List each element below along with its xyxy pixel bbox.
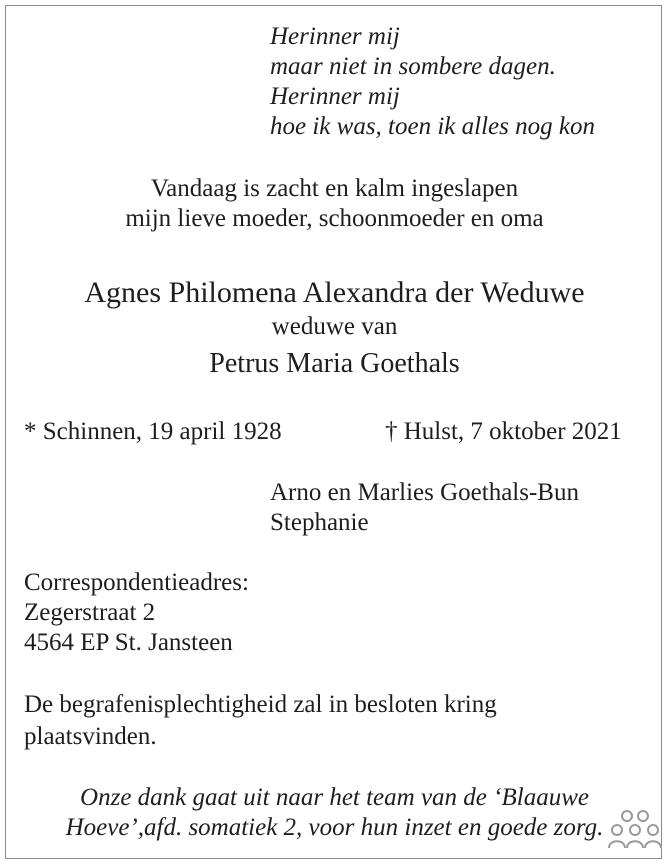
family-line-2: Stephanie [270,509,369,536]
funeral-line-2: plaatsvinden. [24,723,157,750]
people-group-logo-icon [607,808,665,852]
funeral-notice [24,689,497,753]
death-date: † Hulst, 7 oktober 2021 [385,418,622,445]
correspondence-address [24,568,249,658]
poem-line: Herinner mij [270,83,400,110]
birth-date: * Schinnen, 19 april 1928 [24,418,282,445]
husband-name: Petrus Maria Goethals [209,348,460,379]
address-city: 4564 EP St. Jansteen [24,629,233,656]
poem-line: hoe ik was, toen ik alles nog kon [270,113,595,140]
thanks-text [0,783,669,843]
family-names [270,478,579,538]
intro-line-1: Vandaag is zacht en kalm ingeslapen [150,175,519,202]
thanks-line-2: Hoeve’,afd. somatiek 2, voor hun inzet en goede zorg. [65,814,604,841]
funeral-line-1: De begrafenisplechtigheid zal in besloten kring [24,691,497,718]
address-street: Zegerstraat 2 [24,599,156,626]
widow-of-label: weduwe van [271,313,398,340]
intro-line-2: mijn lieve moeder, schoonmoeder en oma [125,205,544,232]
intro-text [0,174,669,234]
family-line-1: Arno en Marlies Goethals-Bun [270,479,579,506]
address-heading: Correspondentieadres: [24,569,249,596]
poem [270,22,595,142]
deceased-name: Agnes Philomena Alexandra der Weduwe [84,276,585,309]
poem-line: Herinner mij [270,23,400,50]
thanks-line-1: Onze dank gaat uit naar het team van de ‘Blaauwe [80,784,589,811]
poem-line: maar niet in sombere dagen. [270,53,556,80]
